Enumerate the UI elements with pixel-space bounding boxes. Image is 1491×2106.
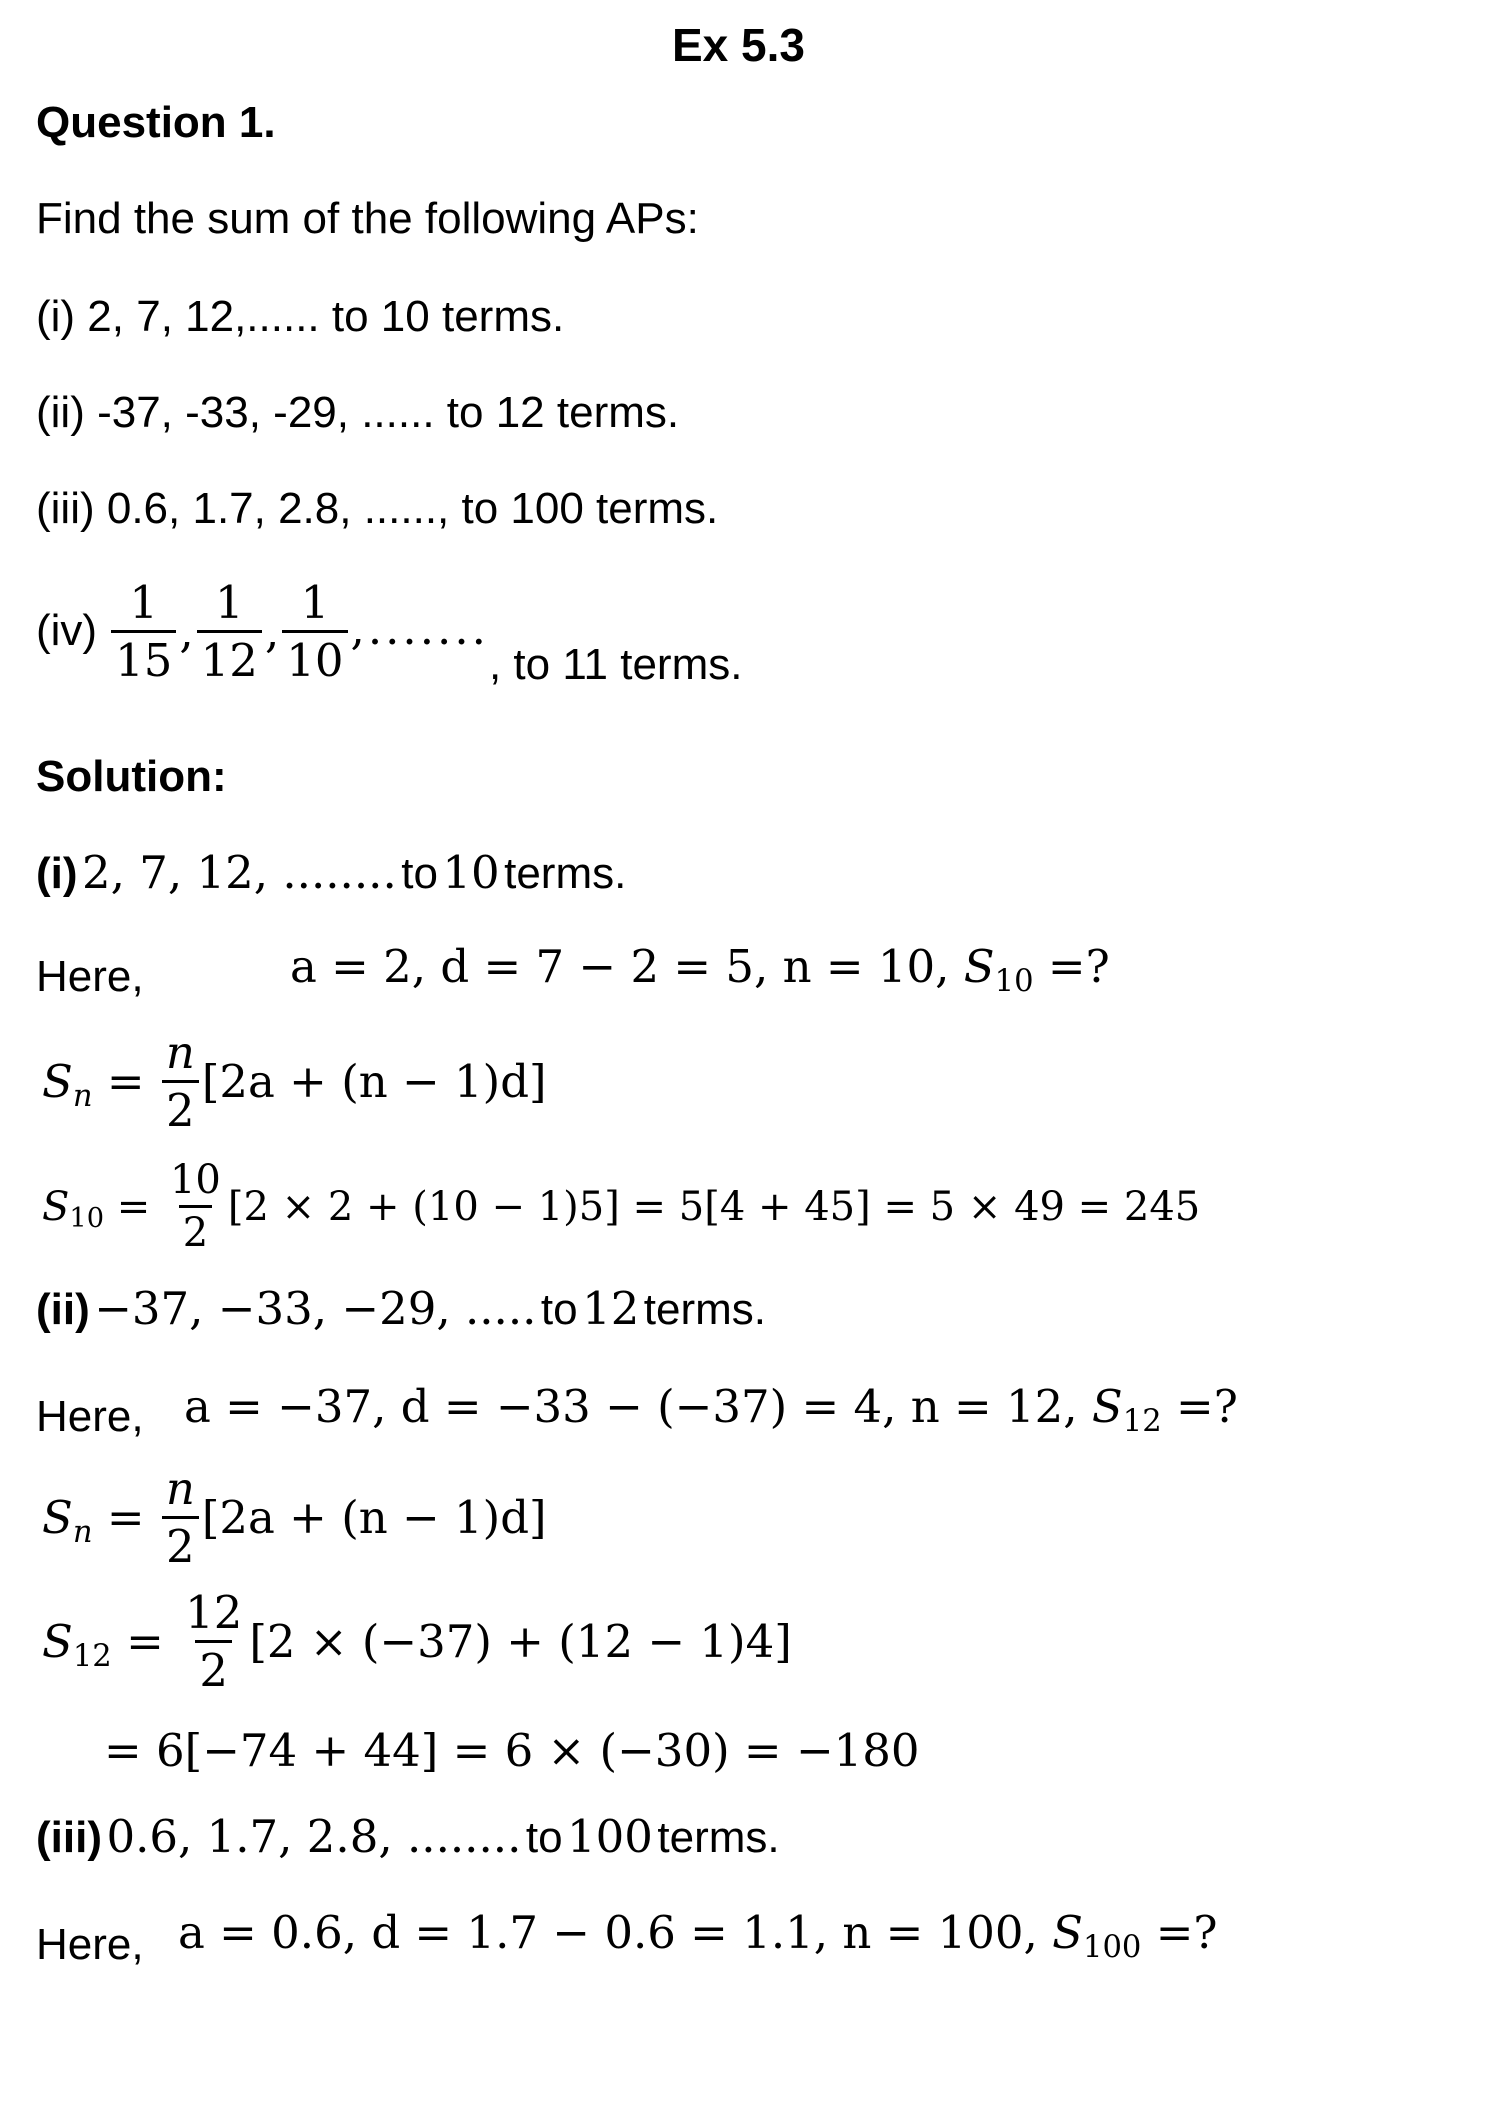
fraction-n-over-2: $\frac{n}{2}$: [162, 1030, 199, 1133]
part-1-formula: Sn = $\frac{n}{2}$ [2a + (n − 1)d]: [42, 1026, 547, 1137]
fraction-1: $\frac{1}{15}$: [111, 580, 176, 683]
part-2-calculation-line-2: = 6[−74 + 44] = 6 × (−30) = −180: [104, 1724, 920, 1777]
part-3-given: a = 0.6, d = 1.7 − 0.6 = 1.1, n = 100, S100 =?: [178, 1906, 1218, 1965]
part-3-label: (iii): [36, 1813, 102, 1862]
part-2-formula: Sn = $\frac{n}{2}$ [2a + (n − 1)d]: [42, 1462, 547, 1573]
part-1-label: (i): [36, 849, 78, 898]
part-1-given: a = 2, d = 7 − 2 = 5, n = 10, S10 =?: [290, 940, 1110, 999]
fraction-12-over-2: $\frac{12}{2}$: [185, 1586, 243, 1697]
item-4-dots: ,.......: [350, 602, 489, 655]
question-item-1: (i) 2, 7, 12,...... to 10 terms.: [36, 292, 565, 341]
page-title: Ex 5.3: [672, 19, 805, 71]
question-item-4: (iv) $\frac{1}{15}$ , $\frac{1}{12}$ , $\frac{1}{10}$ ,....... , to 11 terms.: [36, 575, 743, 689]
question-item-3: (iii) 0.6, 1.7, 2.8, ......, to 100 terms.: [36, 484, 719, 533]
part-2-calculation: S12 = $\frac{12}{2}$ [2 × (−37) + (12 − 1)4]: [42, 1586, 792, 1697]
solution-heading: Solution:: [36, 752, 227, 801]
part-2-label: (ii): [36, 1285, 90, 1334]
item-4-label: (iv): [36, 606, 98, 655]
part-3-here: Here,: [36, 1920, 144, 1969]
part-2-here: Here,: [36, 1392, 144, 1441]
question-prompt: Find the sum of the following APs:: [36, 194, 699, 243]
question-item-2: (ii) -37, -33, -29, ...... to 12 terms.: [36, 388, 680, 437]
fraction-10-over-2: $\frac{10}{2}$: [169, 1157, 221, 1256]
item-4-suffix: , to 11 terms.: [488, 640, 743, 689]
part-3-header: (iii) 0.6, 1.7, 2.8, ........ to 100 terms.: [36, 1810, 780, 1863]
part-2-header: (ii) −37, −33, −29, ..... to 12 terms.: [36, 1282, 767, 1335]
part-2-given: a = −37, d = −33 − (−37) = 4, n = 12, S12 =?: [184, 1380, 1238, 1439]
part-1-header: (i) 2, 7, 12, ........ to 10 terms.: [36, 846, 627, 899]
part-1-here: Here,: [36, 952, 144, 1001]
part-1-calculation: S10 = $\frac{10}{2}$ [2 × 2 + (10 − 1)5] = 5[4 + 45] = 5 × 49 = 245: [42, 1157, 1201, 1256]
question-heading: Question 1.: [36, 98, 276, 147]
fraction-3: $\frac{1}{10}$: [282, 580, 347, 683]
fraction-n-over-2: $\frac{n}{2}$: [162, 1466, 199, 1569]
fraction-2: $\frac{1}{12}$: [197, 580, 262, 683]
